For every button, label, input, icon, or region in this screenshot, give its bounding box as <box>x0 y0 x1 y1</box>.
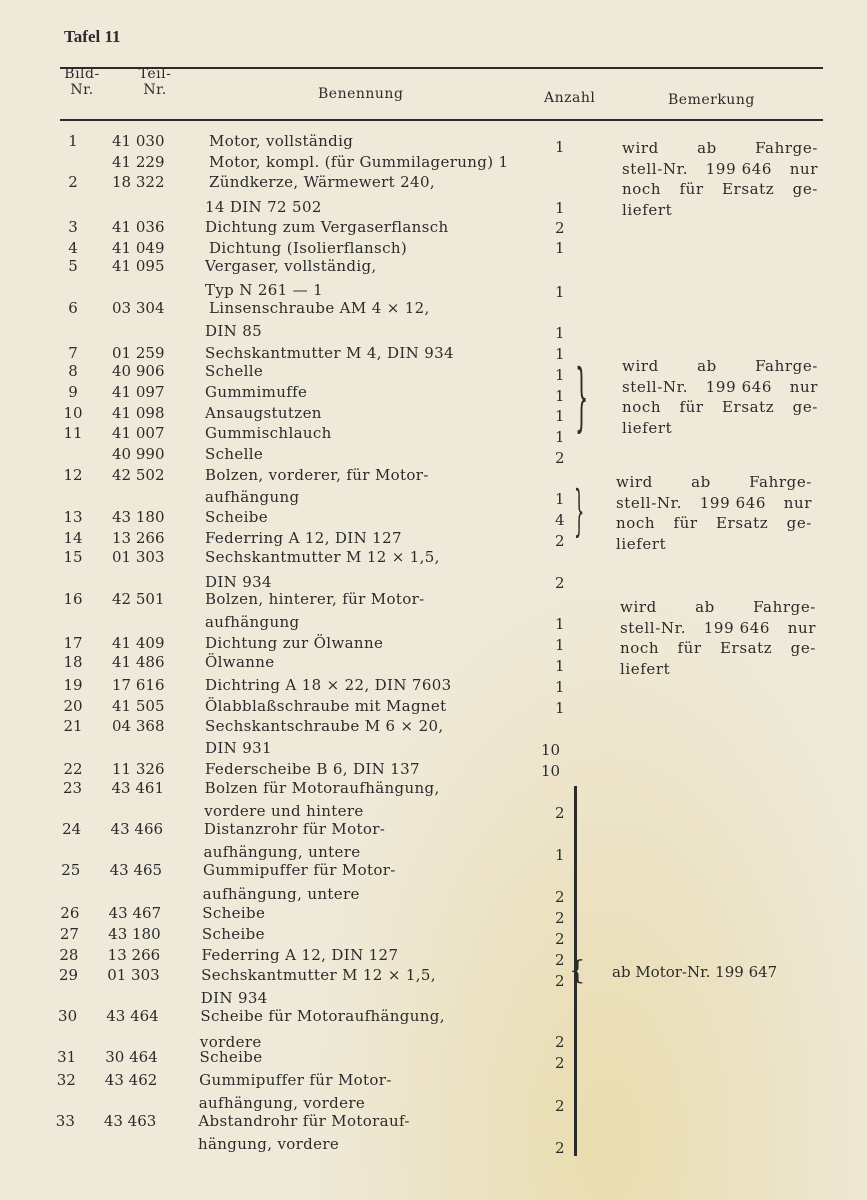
remark-line <box>616 513 812 534</box>
benennung: Ölwanne <box>205 653 275 671</box>
remark-motor: ab Motor-Nr. 199 647 <box>612 963 778 981</box>
header-rule <box>60 119 823 121</box>
anzahl: 4 <box>555 511 565 529</box>
teil-nr: 41 505 <box>112 697 165 715</box>
bild-nr: 18 <box>63 653 83 671</box>
remark-word: noch <box>622 180 662 198</box>
teil-nr: 41 095 <box>112 257 165 275</box>
column-header-teil <box>134 66 176 98</box>
anzahl: 1 <box>555 615 565 633</box>
teil-nr: 43 180 <box>108 925 161 943</box>
anzahl: 1 <box>555 657 565 675</box>
remark-word: Ersatz <box>720 639 773 657</box>
bild-nr: 19 <box>63 676 83 694</box>
remark-line <box>622 138 818 159</box>
brace-group-2: } <box>574 479 585 542</box>
bild-nr: 14 <box>63 529 83 547</box>
benennung: Abstandrohr für Motorauf- <box>198 1112 410 1130</box>
anzahl: 2 <box>555 1033 565 1051</box>
bild-nr: 11 <box>63 424 83 442</box>
remark-line <box>622 179 818 200</box>
bild-nr: 8 <box>68 362 78 380</box>
bild-nr: 4 <box>68 239 78 257</box>
remark-line <box>622 159 818 180</box>
teil-nr: 41 030 <box>112 132 165 150</box>
bild-nr: 3 <box>68 218 78 236</box>
remark-word: ge- <box>786 514 812 532</box>
benennung: Motor, vollständig <box>209 132 354 150</box>
bild-nr: 31 <box>57 1048 77 1066</box>
anzahl: 2 <box>555 449 565 467</box>
remark-word: für <box>679 180 704 198</box>
remark-word: ab <box>695 598 715 616</box>
remark-word: Ersatz <box>722 180 775 198</box>
anzahl: 1 <box>555 366 565 384</box>
benennung: hängung, vordere <box>197 1135 340 1153</box>
remark-word: Fahrge- <box>755 139 818 157</box>
benennung: Dichtung zur Ölwanne <box>205 634 384 652</box>
bild-nr: 20 <box>63 697 83 715</box>
teil-nr: 01 259 <box>112 344 165 362</box>
remark-line: liefert <box>622 200 673 219</box>
remark-word: nur <box>789 377 818 396</box>
remark-line: liefert <box>616 534 667 553</box>
remark-line <box>620 597 816 618</box>
remark-word: ab <box>697 139 717 157</box>
benennung: Scheibe <box>205 508 268 526</box>
teil-nr: 01 303 <box>107 966 160 984</box>
benennung: Zündkerze, Wärmewert 240, <box>209 173 435 191</box>
benennung: Dichtring A 18 × 22, DIN 7603 <box>205 676 452 694</box>
anzahl: 2 <box>555 532 565 550</box>
bild-nr: 12 <box>63 466 83 484</box>
remark-line <box>622 397 818 418</box>
bild-nr: 22 <box>63 760 83 778</box>
bild-nr: 9 <box>68 383 78 401</box>
bild-nr: 25 <box>61 861 81 879</box>
bild-nr: 17 <box>63 634 83 652</box>
group-bracket-tick: { <box>569 956 586 986</box>
anzahl: 2 <box>555 1054 565 1072</box>
remark-word: Fahrge- <box>753 598 816 616</box>
anzahl: 1 <box>555 428 565 446</box>
remark-word: für <box>679 398 704 416</box>
teil-nr: 41 098 <box>112 404 165 422</box>
benennung: Schelle <box>205 362 264 380</box>
benennung: Scheibe <box>201 925 265 943</box>
anzahl: 1 <box>555 239 565 257</box>
benennung: Bolzen für Motoraufhängung, <box>204 779 440 797</box>
benennung: Ölabblaßschraube mit Magnet <box>205 697 447 715</box>
benennung: aufhängung <box>205 488 300 506</box>
remark-word: wird <box>622 357 659 375</box>
remark-block <box>620 597 816 679</box>
benennung: Dichtung zum Vergaserflansch <box>205 218 449 236</box>
column-header-benennung: Benennung <box>318 86 404 102</box>
remark-word: wird <box>620 598 657 616</box>
bild-nr: 27 <box>59 925 79 943</box>
benennung: aufhängung <box>205 613 300 631</box>
teil-nr: 30 464 <box>105 1048 158 1066</box>
benennung: DIN 931 <box>205 739 272 757</box>
teil-nr: 13 266 <box>112 529 165 547</box>
teil-nr: 41 409 <box>112 634 165 652</box>
anzahl: 2 <box>555 219 565 237</box>
teil-nr: 43 180 <box>112 508 165 526</box>
column-header-bemerkung: Bemerkung <box>668 92 755 108</box>
benennung: Scheibe <box>199 1048 263 1066</box>
header-bild-line2: Nr. <box>70 82 94 98</box>
anzahl: 1 <box>555 678 565 696</box>
remark-word: für <box>677 639 702 657</box>
teil-nr: 41 097 <box>112 383 165 401</box>
benennung: aufhängung, untere <box>203 843 361 861</box>
benennung: Dichtung (Isolierflansch) <box>209 239 408 257</box>
anzahl: 10 <box>541 741 561 759</box>
teil-nr: 41 036 <box>112 218 165 236</box>
benennung: Gummischlauch <box>205 424 332 442</box>
bild-nr: 10 <box>63 404 83 422</box>
benennung: DIN 934 <box>205 573 272 591</box>
remark-word: wird <box>616 473 653 491</box>
remark-line <box>616 493 812 514</box>
teil-nr: 43 461 <box>111 779 165 797</box>
header-bild-line1: Bild- <box>64 66 100 82</box>
anzahl: 1 <box>555 138 565 156</box>
remark-word: nur <box>787 618 816 637</box>
teil-nr: 40 906 <box>112 362 165 380</box>
teil-nr: 40 990 <box>112 445 165 463</box>
teil-nr: 01 303 <box>112 548 165 566</box>
remark-word: für <box>673 514 698 532</box>
teil-nr: 11 326 <box>112 760 165 778</box>
bild-nr: 33 <box>55 1112 75 1130</box>
anzahl: 1 <box>555 490 565 508</box>
teil-nr: 43 467 <box>108 904 162 922</box>
remark-block <box>622 356 818 438</box>
remark-word: stell-Nr. <box>616 493 683 512</box>
anzahl: 1 <box>555 199 565 217</box>
anzahl: 1 <box>555 283 565 301</box>
anzahl: 1 <box>555 407 565 425</box>
brace-group-1: } <box>575 354 589 440</box>
remark-word: ab <box>697 357 717 375</box>
remark-word: noch <box>622 398 662 416</box>
anzahl: 2 <box>555 951 565 969</box>
teil-nr: 41 007 <box>112 424 165 442</box>
benennung: Federscheibe B 6, DIN 137 <box>205 760 420 778</box>
benennung: vordere <box>199 1033 262 1051</box>
anzahl: 2 <box>555 909 565 927</box>
teil-nr: 42 501 <box>112 590 165 608</box>
benennung: aufhängung, vordere <box>198 1094 366 1112</box>
column-header-anzahl: Anzahl <box>544 90 596 106</box>
benennung: Bolzen, hinterer, für Motor- <box>205 590 425 608</box>
remark-word: ge- <box>792 398 818 416</box>
benennung: Typ N 261 — 1 <box>205 281 324 299</box>
benennung: DIN 85 <box>205 322 263 340</box>
remark-line <box>622 356 818 377</box>
teil-nr: 43 462 <box>104 1071 158 1089</box>
anzahl: 1 <box>555 387 565 405</box>
bild-nr: 5 <box>68 257 78 275</box>
remark-block <box>622 138 818 220</box>
remark-word: Ersatz <box>722 398 775 416</box>
remark-word: noch <box>616 514 656 532</box>
teil-nr: 43 463 <box>103 1112 157 1130</box>
anzahl: 1 <box>555 324 565 342</box>
remark-word: nur <box>783 493 812 512</box>
anzahl: 1 <box>555 846 565 864</box>
column-header-bild <box>60 66 104 98</box>
teil-nr: 03 304 <box>112 299 165 317</box>
remark-line <box>620 618 816 639</box>
bild-nr: 24 <box>62 820 82 838</box>
benennung: Scheibe <box>202 904 266 922</box>
benennung: Sechskantmutter M 4, DIN 934 <box>205 344 454 362</box>
benennung: Sechskantschraube M 6 × 20, <box>205 717 444 735</box>
remark-word: stell-Nr. <box>620 618 687 637</box>
benennung: DIN 934 <box>200 989 268 1007</box>
benennung: Schelle <box>205 445 264 463</box>
bild-nr: 16 <box>63 590 83 608</box>
remark-word: ab <box>691 473 711 491</box>
anzahl: 1 <box>555 345 565 363</box>
teil-nr: 43 466 <box>110 820 164 838</box>
remark-word: Fahrge- <box>749 473 812 491</box>
remark-word: ge- <box>790 639 816 657</box>
bild-nr: 29 <box>58 966 79 984</box>
bild-nr: 1 <box>68 132 78 150</box>
remark-word: 199 646 <box>703 618 771 637</box>
remark-line <box>616 472 812 493</box>
benennung: Ansaugstutzen <box>205 404 322 422</box>
remark-word: 199 646 <box>705 159 773 178</box>
benennung: Federring A 12, DIN 127 <box>201 946 399 964</box>
bild-nr: 13 <box>63 508 83 526</box>
anzahl: 2 <box>555 972 565 990</box>
bild-nr: 21 <box>63 717 83 735</box>
anzahl: 1 <box>555 699 565 717</box>
bild-nr: 15 <box>63 548 83 566</box>
benennung: Sechskantmutter M 12 × 1,5, <box>201 966 436 984</box>
teil-nr: 43 465 <box>109 861 163 879</box>
teil-nr: 41 229 <box>112 153 165 171</box>
header-teil-line1: Teil- <box>138 66 172 82</box>
remark-line <box>622 377 818 398</box>
bild-nr: 26 <box>60 904 80 922</box>
remark-word: Fahrge- <box>755 357 818 375</box>
teil-nr: 13 266 <box>107 946 161 964</box>
remark-line: liefert <box>620 659 671 678</box>
bild-nr: 7 <box>68 344 78 362</box>
anzahl: 2 <box>555 1097 565 1115</box>
anzahl: 1 <box>555 636 565 654</box>
benennung: Distanzrohr für Motor- <box>203 820 386 838</box>
benennung: vordere und hintere <box>204 802 364 820</box>
benennung: Scheibe für Motoraufhängung, <box>200 1007 445 1025</box>
benennung: Sechskantmutter M 12 × 1,5, <box>205 548 440 566</box>
teil-nr: 17 616 <box>112 676 165 694</box>
anzahl: 2 <box>555 888 565 906</box>
anzahl: 2 <box>555 574 565 592</box>
anzahl: 2 <box>555 930 565 948</box>
bild-nr: 23 <box>63 779 83 797</box>
remark-word: 199 646 <box>705 377 773 396</box>
anzahl: 10 <box>541 762 561 780</box>
benennung: 14 DIN 72 502 <box>205 198 322 216</box>
benennung: Gummimuffe <box>205 383 308 401</box>
benennung: Gummipuffer für Motor- <box>199 1071 392 1089</box>
anzahl: 2 <box>555 1139 565 1157</box>
benennung: Federring A 12, DIN 127 <box>205 529 402 547</box>
anzahl: 2 <box>555 804 565 822</box>
benennung: Gummipuffer für Motor- <box>203 861 396 879</box>
benennung: Bolzen, vorderer, für Motor- <box>205 466 429 484</box>
remark-word: noch <box>620 639 660 657</box>
benennung: aufhängung, untere <box>202 885 360 903</box>
bild-nr: 2 <box>68 173 78 191</box>
bild-nr: 30 <box>58 1007 78 1025</box>
remark-block <box>616 472 812 554</box>
bild-nr: 6 <box>68 299 78 317</box>
teil-nr: 41 049 <box>112 239 165 257</box>
teil-nr: 43 464 <box>106 1007 159 1025</box>
bild-nr: 32 <box>56 1071 76 1089</box>
remark-word: stell-Nr. <box>622 159 689 178</box>
remark-word: ge- <box>792 180 818 198</box>
remark-word: stell-Nr. <box>622 377 689 396</box>
teil-nr: 04 368 <box>112 717 165 735</box>
header-teil-line2: Nr. <box>143 82 167 98</box>
teil-nr: 41 486 <box>112 653 165 671</box>
remark-word: 199 646 <box>699 493 767 512</box>
benennung: Vergaser, vollständig, <box>205 257 377 275</box>
benennung: Linsenschraube AM 4 × 12, <box>209 299 430 317</box>
teil-nr: 42 502 <box>112 466 165 484</box>
remark-word: nur <box>789 159 818 178</box>
remark-line: liefert <box>622 418 673 437</box>
remark-word: Ersatz <box>716 514 769 532</box>
benennung: Motor, kompl. (für Gummilagerung) 1 <box>209 153 509 171</box>
remark-line <box>620 638 816 659</box>
remark-word: wird <box>622 139 659 157</box>
bild-nr: 28 <box>59 946 79 964</box>
page-title: Tafel 11 <box>64 27 121 46</box>
teil-nr: 18 322 <box>112 173 165 191</box>
